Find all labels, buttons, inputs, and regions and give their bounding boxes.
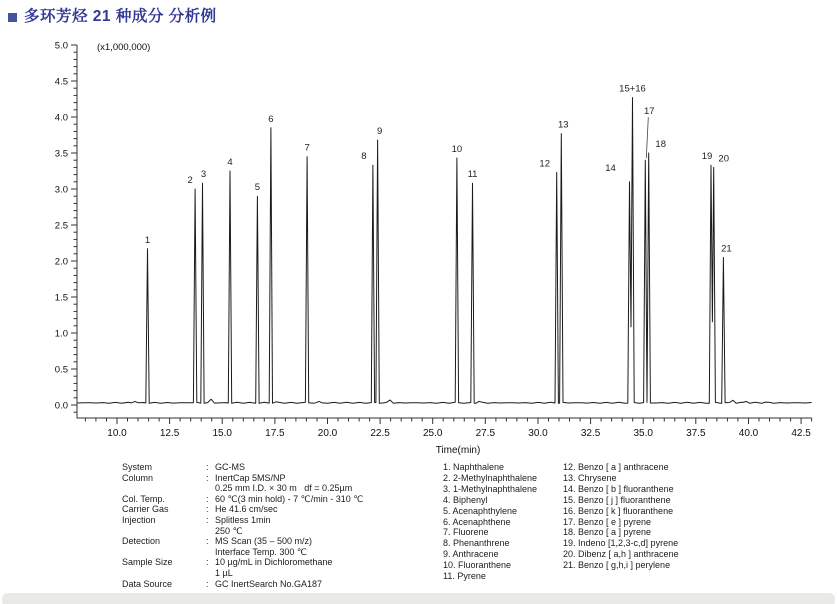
spec-value: 250 ℃ xyxy=(215,525,243,536)
x-tick-label: 35.0 xyxy=(633,428,653,439)
y-tick-label: 4.5 xyxy=(54,76,68,88)
title-bullet-icon xyxy=(8,13,17,22)
x-tick-label: 20.0 xyxy=(317,428,338,439)
spec-label xyxy=(122,568,206,579)
spec-row xyxy=(122,515,363,526)
compound-item: 5. Acenaphthylene xyxy=(443,505,518,516)
spec-value: Splitless 1min xyxy=(215,514,271,525)
spec-value: GC-MS xyxy=(215,462,245,472)
peak-label-20: 20 xyxy=(718,153,729,165)
y-tick-label: 2.0 xyxy=(54,256,68,268)
compound-item: 4. Biphenyl xyxy=(443,494,488,505)
spec-colon xyxy=(206,547,215,558)
spec-row xyxy=(122,547,363,558)
chromatogram-chart xyxy=(0,30,837,470)
compound-item: 13. Chrysene xyxy=(563,472,617,483)
spec-value: MS Scan (35 – 500 m/z) xyxy=(215,536,313,547)
compound-list-1 xyxy=(443,462,537,582)
peak-label-8: 8 xyxy=(361,151,367,163)
y-tick-label: 4.0 xyxy=(54,112,68,124)
compound-item: 2. 2-Methylnaphthalene xyxy=(443,472,538,483)
spec-label xyxy=(122,547,206,558)
spec-value: GC InertSearch No.GA187 xyxy=(215,578,323,589)
compound-item: 1. Naphthalene xyxy=(443,462,505,472)
x-tick-label: 42.5 xyxy=(791,428,811,439)
compound-item: 6. Acenaphthene xyxy=(443,516,511,527)
spec-colon xyxy=(206,526,215,537)
spec-colon: : xyxy=(206,514,209,525)
y-tick-label: 0.0 xyxy=(54,400,68,412)
spec-row xyxy=(122,473,363,484)
compound-item: 17. Benzo [ e ] pyrene xyxy=(563,516,652,527)
peak-label-3: 3 xyxy=(200,169,207,181)
x-tick-label: 27.5 xyxy=(475,428,496,439)
page-title-row xyxy=(8,8,217,26)
peak-label-10: 10 xyxy=(451,144,463,155)
y-tick-label: 2.5 xyxy=(54,220,68,232)
x-tick-label: 32.5 xyxy=(580,428,601,439)
spec-colon: : xyxy=(206,472,209,483)
y-axis-unit-label: (x1,000,000) xyxy=(97,42,151,53)
spec-row xyxy=(122,504,363,515)
spec-colon: : xyxy=(206,504,209,515)
peak-label-5: 5 xyxy=(254,182,261,194)
footer-strip xyxy=(2,593,835,604)
y-tick-label: 3.0 xyxy=(54,184,68,196)
x-tick-label: 37.5 xyxy=(686,428,706,439)
spec-label: Col. Temp. xyxy=(122,493,165,504)
x-tick-label: 30.0 xyxy=(528,428,548,439)
spec-value: He 41.6 cm/sec xyxy=(215,504,278,515)
spec-value: 10 µg/mL in Dichloromethane xyxy=(215,557,333,568)
compound-item: 7. Fluorene xyxy=(443,527,489,538)
spec-label: System xyxy=(122,462,153,472)
spec-colon xyxy=(206,483,215,494)
spec-row xyxy=(122,536,363,547)
peak-label-6: 6 xyxy=(268,113,274,125)
peak-label-11: 11 xyxy=(467,169,478,181)
peak-label-12: 12 xyxy=(539,158,550,170)
peak-label-14: 14 xyxy=(605,162,616,174)
y-tick-label: 1.0 xyxy=(54,328,68,340)
compound-item: 21. Benzo [ g,h,i ] perylene xyxy=(563,560,671,571)
spec-row xyxy=(122,568,363,579)
peak-label-7: 7 xyxy=(304,142,310,154)
spec-row xyxy=(122,483,363,494)
compound-item: 12. Benzo [ a ] anthracene xyxy=(563,462,669,472)
spec-row xyxy=(122,494,363,505)
peak-label-2: 2 xyxy=(187,175,193,186)
compound-item: 16. Benzo [ k ] fluoranthene xyxy=(563,505,674,516)
spec-row xyxy=(122,526,363,537)
peak-callout-line xyxy=(646,117,648,158)
spec-colon: : xyxy=(206,557,209,568)
peak-label-21: 21 xyxy=(721,243,732,255)
x-tick-label: 10.0 xyxy=(107,428,127,439)
compound-item: 14. Benzo [ b ] fluoranthene xyxy=(563,483,674,494)
compound-item: 9. Anthracene xyxy=(443,549,499,560)
y-tick-label: 0.5 xyxy=(54,364,68,376)
spec-value: 60 ℃(3 min hold) - 7 ℃/min - 310 ℃ xyxy=(215,493,364,504)
spec-label xyxy=(122,483,206,494)
spec-value: 1 µL xyxy=(215,567,233,578)
spec-label: Data Source xyxy=(122,578,173,589)
spec-label xyxy=(122,526,206,537)
spec-colon: : xyxy=(206,462,209,472)
spec-value: InertCap 5MS/NP xyxy=(215,472,286,483)
spec-row xyxy=(122,579,363,590)
spec-colon xyxy=(206,568,215,579)
peak-label-18: 18 xyxy=(655,139,666,150)
y-tick-label: 5.0 xyxy=(54,40,68,52)
y-tick-label: 3.5 xyxy=(54,148,68,160)
compound-item: 18. Benzo [ a ] pyrene xyxy=(563,527,652,538)
spec-colon: : xyxy=(206,493,209,504)
x-tick-label: 22.5 xyxy=(370,428,390,439)
spec-label: Injection xyxy=(122,514,156,525)
x-tick-label: 12.5 xyxy=(159,428,180,439)
spec-colon: : xyxy=(206,536,209,547)
peak-label-9: 9 xyxy=(376,126,383,137)
peak-label-17: 17 xyxy=(644,106,655,118)
peak-label-4: 4 xyxy=(227,157,233,168)
axes xyxy=(77,45,812,418)
page-title: 多环芳烃 21 种成分 分析例 xyxy=(24,8,217,25)
compound-item: 3. 1-Methylnaphthalene xyxy=(443,483,538,494)
spec-label: Sample Size xyxy=(122,557,173,568)
spec-value: 0.25 mm I.D. × 30 m df = 0.25µm xyxy=(215,483,353,494)
compound-item: 20. Dibenz [ a,h ] anthracene xyxy=(563,549,679,560)
peak-label-1: 1 xyxy=(144,234,151,246)
compound-item: 10. Fluoranthene xyxy=(443,560,512,571)
spec-label: Detection xyxy=(122,536,161,547)
peak-label-15+16: 15+16 xyxy=(619,83,646,95)
x-tick-label: 25.0 xyxy=(422,428,443,439)
spec-colon: : xyxy=(206,578,209,589)
x-axis-title: Time(min) xyxy=(435,445,481,456)
spec-label: Carrier Gas xyxy=(122,504,169,515)
compound-item: 11. Pyrene xyxy=(443,571,486,582)
x-tick-label: 15.0 xyxy=(212,428,232,439)
compound-list-2 xyxy=(563,462,679,571)
x-tick-label: 17.5 xyxy=(265,428,285,439)
spec-value: Interface Temp. 300 ℃ xyxy=(215,546,307,557)
peak-label-13: 13 xyxy=(558,119,569,131)
compound-item: 19. Indeno [1,2,3-c,d] pyrene xyxy=(563,538,679,549)
y-tick-label: 1.5 xyxy=(54,292,68,304)
compound-item: 8. Phenanthrene xyxy=(443,538,510,549)
peak-label-19: 19 xyxy=(701,151,713,163)
x-tick-label: 40.0 xyxy=(738,428,759,439)
chromatogram-trace xyxy=(78,98,812,404)
spec-row xyxy=(122,462,363,473)
compound-item: 15. Benzo [ j ] fluoranthene xyxy=(563,494,671,505)
analysis-conditions xyxy=(122,462,363,589)
spec-row xyxy=(122,557,363,568)
spec-label: Column xyxy=(122,472,154,483)
